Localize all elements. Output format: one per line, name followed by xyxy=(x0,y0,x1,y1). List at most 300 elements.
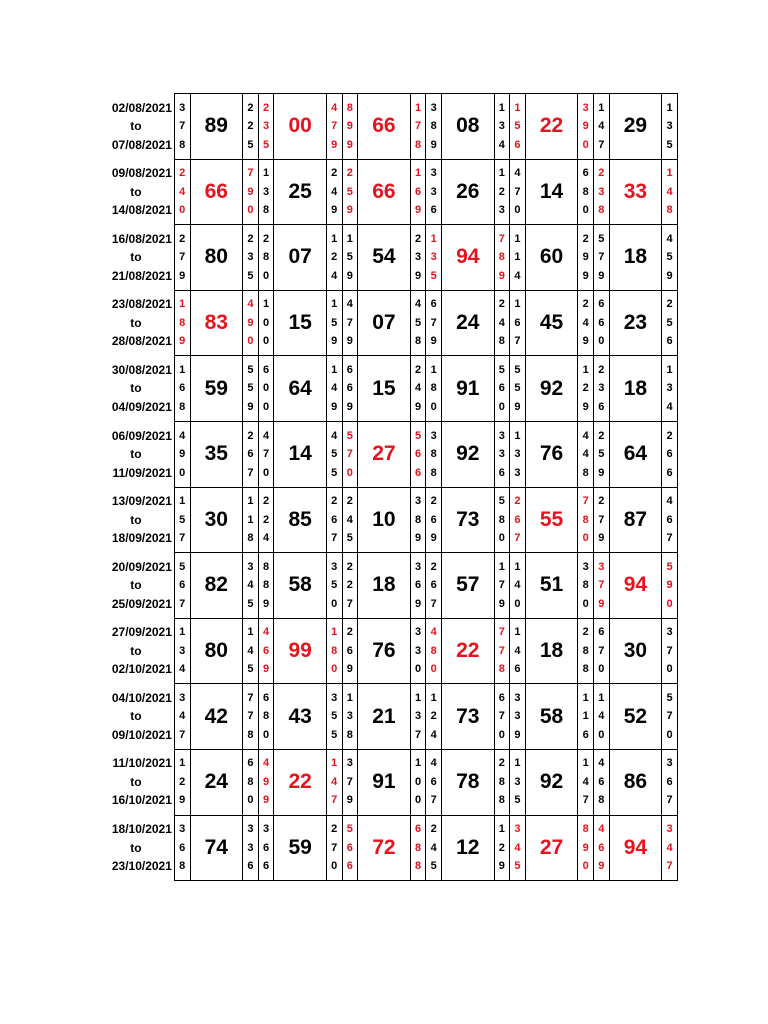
panel-digit: 7 xyxy=(598,138,605,151)
date-to-label: to xyxy=(130,315,142,330)
jodi-number: 29 xyxy=(609,94,662,160)
panel-digit: 6 xyxy=(666,335,673,348)
jodi-number: 43 xyxy=(274,684,327,750)
panel-digit: 4 xyxy=(331,269,338,282)
panel-digit: 6 xyxy=(598,298,605,311)
panel-digit: 7 xyxy=(331,532,338,545)
panel-digit: 2 xyxy=(179,232,186,245)
jodi-number: 22 xyxy=(525,94,578,160)
date-to: 25/09/2021 xyxy=(111,596,172,611)
panel-digit: 9 xyxy=(346,335,353,348)
panel-digit: 7 xyxy=(514,532,521,545)
panel-digit: 2 xyxy=(247,120,254,133)
panel-digit: 1 xyxy=(414,101,422,114)
panel-digit: 5 xyxy=(331,710,338,723)
panel-digit: 6 xyxy=(247,860,254,873)
close-panel xyxy=(494,487,510,553)
panel-digit: 6 xyxy=(179,382,186,395)
jodi-number: 76 xyxy=(525,421,578,487)
panel-digit: 6 xyxy=(346,860,353,873)
panel-digit: 0 xyxy=(247,335,254,348)
date-from: 02/08/2021 xyxy=(111,100,172,115)
panel-digit: 3 xyxy=(666,382,673,395)
panel-digit: 1 xyxy=(666,363,673,376)
panel-digit: 3 xyxy=(498,448,505,461)
panel-digit: 7 xyxy=(598,251,605,264)
open-panel xyxy=(258,356,274,422)
jodi-number: 91 xyxy=(358,749,411,815)
panel-digit: 6 xyxy=(666,513,673,526)
panel-digit: 1 xyxy=(331,757,338,770)
open-panel xyxy=(426,159,442,225)
jodi-number: 51 xyxy=(525,553,578,619)
panel-digit: 7 xyxy=(430,597,437,610)
open-panel xyxy=(510,487,526,553)
week-date-range xyxy=(90,290,174,356)
close-panel xyxy=(578,421,594,487)
panel-digit: 7 xyxy=(247,466,254,479)
close-panel xyxy=(662,159,678,225)
panel-digit: 3 xyxy=(247,841,254,854)
close-panel xyxy=(243,421,259,487)
jodi-number: 45 xyxy=(525,290,578,356)
close-panel xyxy=(243,749,259,815)
panel-digit: 2 xyxy=(666,429,673,442)
panel-digit: 1 xyxy=(514,298,521,311)
week-row xyxy=(90,356,678,422)
panel-digit: 1 xyxy=(498,101,505,114)
date-to-label: to xyxy=(130,512,142,527)
open-panel xyxy=(174,815,190,881)
open-panel xyxy=(258,94,274,160)
close-panel xyxy=(410,356,426,422)
date-to: 11/09/2021 xyxy=(112,465,172,480)
panel-digit: 6 xyxy=(514,316,521,329)
panel-digit: 4 xyxy=(247,579,254,592)
close-panel xyxy=(494,94,510,160)
panel-digit: 5 xyxy=(247,382,254,395)
date-to: 09/10/2021 xyxy=(111,727,172,742)
panel-digit: 4 xyxy=(346,298,353,311)
panel-digit: 6 xyxy=(514,138,521,151)
panel-digit: 0 xyxy=(514,597,521,610)
panel-digit: 1 xyxy=(514,232,521,245)
panel-digit: 1 xyxy=(514,560,521,573)
close-panel xyxy=(410,421,426,487)
close-panel xyxy=(326,684,342,750)
panel-digit: 8 xyxy=(414,138,422,151)
panel-digit: 4 xyxy=(514,644,521,657)
open-panel xyxy=(426,618,442,684)
panel-digit: 2 xyxy=(498,841,505,854)
open-panel xyxy=(510,421,526,487)
panel-digit: 1 xyxy=(247,513,254,526)
panel-digit: 4 xyxy=(666,185,673,198)
panel-digit: 2 xyxy=(179,775,186,788)
open-panel xyxy=(174,487,190,553)
panel-digit: 0 xyxy=(247,204,254,217)
panel-digit: 3 xyxy=(414,560,422,573)
panel-digit: 8 xyxy=(346,101,353,114)
panel-digit: 4 xyxy=(262,757,270,770)
panel-digit: 5 xyxy=(179,513,186,526)
open-panel xyxy=(510,356,526,422)
panel-digit: 0 xyxy=(666,597,673,610)
week-row xyxy=(90,225,678,291)
panel-digit: 4 xyxy=(582,448,589,461)
panel-digit: 7 xyxy=(582,495,589,508)
panel-digit: 0 xyxy=(414,794,422,807)
week-date-range xyxy=(90,684,174,750)
panel-digit: 1 xyxy=(582,710,589,723)
open-panel xyxy=(426,553,442,619)
panel-digit: 3 xyxy=(514,775,521,788)
close-panel xyxy=(494,553,510,619)
panel-digit: 6 xyxy=(179,841,186,854)
date-to: 28/08/2021 xyxy=(111,334,172,349)
panel-digit: 0 xyxy=(498,400,505,413)
close-panel xyxy=(410,553,426,619)
panel-digit: 9 xyxy=(666,579,673,592)
panel-digit: 6 xyxy=(262,860,270,873)
panel-digit: 5 xyxy=(514,120,521,133)
panel-digit: 6 xyxy=(262,691,270,704)
open-panel xyxy=(174,553,190,619)
panel-digit: 8 xyxy=(582,466,589,479)
panel-digit: 2 xyxy=(331,495,338,508)
open-panel xyxy=(342,684,358,750)
panel-digit: 5 xyxy=(598,232,605,245)
jodi-number: 24 xyxy=(190,749,243,815)
jodi-number: 66 xyxy=(358,159,411,225)
panel-digit: 4 xyxy=(514,167,521,180)
panel-digit: 9 xyxy=(262,663,270,676)
panel-digit: 2 xyxy=(262,495,270,508)
panel-digit: 7 xyxy=(514,335,521,348)
panel-digit: 3 xyxy=(414,710,422,723)
panel-digit: 0 xyxy=(331,663,338,676)
panel-digit: 6 xyxy=(414,823,422,836)
open-panel xyxy=(426,749,442,815)
panel-digit: 8 xyxy=(179,400,186,413)
panel-digit: 1 xyxy=(331,363,338,376)
panel-digit: 8 xyxy=(498,513,505,526)
date-from: 16/08/2021 xyxy=(111,231,172,246)
week-date-range xyxy=(90,94,174,160)
panel-digit: 8 xyxy=(414,513,422,526)
panel-digit: 3 xyxy=(514,448,521,461)
panel-digit: 3 xyxy=(514,466,521,479)
panel-digit: 9 xyxy=(414,597,422,610)
panel-digit: 7 xyxy=(598,644,605,657)
panel-digit: 5 xyxy=(666,560,673,573)
open-panel xyxy=(593,225,609,291)
panel-digit: 6 xyxy=(346,644,353,657)
close-panel xyxy=(243,225,259,291)
panel-digit: 1 xyxy=(414,691,422,704)
panel-digit: 0 xyxy=(430,400,437,413)
panel-digit: 0 xyxy=(666,663,673,676)
jodi-number: 54 xyxy=(358,225,411,291)
jodi-number: 10 xyxy=(358,487,411,553)
panel-digit: 3 xyxy=(666,120,673,133)
panel-digit: 7 xyxy=(247,710,254,723)
panel-digit: 3 xyxy=(247,251,254,264)
jodi-number: 66 xyxy=(358,94,411,160)
panel-digit: 1 xyxy=(262,298,270,311)
jodi-number: 73 xyxy=(441,487,494,553)
panel-digit: 2 xyxy=(247,101,254,114)
panel-digit: 0 xyxy=(331,597,338,610)
panel-digit: 1 xyxy=(582,363,589,376)
panel-digit: 8 xyxy=(179,316,186,329)
panel-digit: 8 xyxy=(498,663,505,676)
jodi-number: 94 xyxy=(609,553,662,619)
panel-digit: 7 xyxy=(498,626,505,639)
panel-digit: 3 xyxy=(430,251,437,264)
jodi-number: 76 xyxy=(358,618,411,684)
close-panel xyxy=(243,618,259,684)
open-panel xyxy=(593,618,609,684)
panel-digit: 1 xyxy=(179,363,186,376)
open-panel xyxy=(174,684,190,750)
week-date-range xyxy=(90,159,174,225)
date-from: 27/09/2021 xyxy=(111,625,172,640)
date-to-label: to xyxy=(130,381,142,396)
open-panel xyxy=(174,159,190,225)
panel-digit: 8 xyxy=(247,775,254,788)
open-panel xyxy=(342,618,358,684)
panel-digit: 7 xyxy=(414,120,422,133)
close-panel xyxy=(578,815,594,881)
close-panel xyxy=(326,421,342,487)
panel-digit: 8 xyxy=(179,860,186,873)
panel-digit: 1 xyxy=(598,101,605,114)
panel-digit: 4 xyxy=(179,429,186,442)
jodi-number: 30 xyxy=(609,618,662,684)
panel-digit: 2 xyxy=(598,495,605,508)
panel-digit: 2 xyxy=(331,167,338,180)
open-panel xyxy=(426,487,442,553)
panel-digit: 6 xyxy=(414,448,422,461)
panel-digit: 4 xyxy=(666,841,673,854)
panel-digit: 4 xyxy=(331,185,338,198)
panel-digit: 3 xyxy=(498,204,505,217)
panel-digit: 1 xyxy=(331,232,338,245)
jodi-number: 66 xyxy=(190,159,243,225)
jodi-number: 80 xyxy=(190,225,243,291)
panel-digit: 9 xyxy=(414,400,422,413)
panel-digit: 4 xyxy=(346,513,353,526)
date-from: 06/09/2021 xyxy=(111,428,172,443)
close-panel xyxy=(243,290,259,356)
panel-digit: 2 xyxy=(247,232,254,245)
panel-digit: 1 xyxy=(331,298,338,311)
jodi-number: 87 xyxy=(609,487,662,553)
close-panel xyxy=(326,356,342,422)
panel-digit: 7 xyxy=(666,710,673,723)
panel-digit: 8 xyxy=(430,448,437,461)
panel-digit: 8 xyxy=(262,579,270,592)
close-panel xyxy=(326,815,342,881)
jodi-number: 59 xyxy=(274,815,327,881)
panel-digit: 7 xyxy=(179,532,186,545)
panel-digit: 8 xyxy=(430,466,437,479)
jodi-number: 07 xyxy=(358,290,411,356)
panel-digit: 3 xyxy=(666,823,673,836)
panel-digit: 6 xyxy=(598,316,605,329)
panel-digit: 9 xyxy=(414,269,422,282)
panel-digit: 4 xyxy=(414,298,422,311)
panel-digit: 7 xyxy=(430,794,437,807)
panel-digit: 0 xyxy=(179,204,186,217)
panel-digit: 7 xyxy=(498,710,505,723)
jodi-number: 14 xyxy=(274,421,327,487)
panel-digit: 2 xyxy=(179,167,186,180)
panel-digit: 9 xyxy=(346,400,353,413)
panel-digit: 0 xyxy=(346,466,353,479)
panel-digit: 7 xyxy=(247,691,254,704)
open-panel xyxy=(342,290,358,356)
panel-digit: 3 xyxy=(514,823,521,836)
panel-digit: 9 xyxy=(666,269,673,282)
panel-digit: 6 xyxy=(247,448,254,461)
panel-digit: 4 xyxy=(666,400,673,413)
close-panel xyxy=(494,618,510,684)
panel-digit: 6 xyxy=(598,841,605,854)
panel-digit: 6 xyxy=(179,579,186,592)
panel-digit: 9 xyxy=(247,185,254,198)
panel-digit: 1 xyxy=(666,167,673,180)
open-panel xyxy=(258,618,274,684)
panel-digit: 5 xyxy=(666,691,673,704)
panel-digit: 8 xyxy=(262,251,270,264)
open-panel xyxy=(426,356,442,422)
panel-digit: 1 xyxy=(514,101,521,114)
panel-digit: 8 xyxy=(430,120,437,133)
panel-digit: 3 xyxy=(346,757,353,770)
panel-digit: 0 xyxy=(498,532,505,545)
open-panel xyxy=(510,553,526,619)
panel-digit: 5 xyxy=(247,363,254,376)
panel-digit: 2 xyxy=(262,101,270,114)
open-panel xyxy=(174,356,190,422)
panel-digit: 2 xyxy=(346,167,353,180)
panel-digit: 4 xyxy=(582,775,589,788)
panel-digit: 4 xyxy=(262,626,270,639)
panel-digit: 5 xyxy=(247,663,254,676)
close-panel xyxy=(494,356,510,422)
panel-digit: 7 xyxy=(346,597,353,610)
open-panel xyxy=(593,356,609,422)
week-date-range xyxy=(90,487,174,553)
close-panel xyxy=(243,815,259,881)
close-panel xyxy=(243,159,259,225)
close-panel xyxy=(662,487,678,553)
open-panel xyxy=(510,684,526,750)
panel-digit: 5 xyxy=(498,495,505,508)
panel-digit: 6 xyxy=(498,382,505,395)
panel-digit: 5 xyxy=(247,138,254,151)
panel-digit: 2 xyxy=(430,710,437,723)
panel-digit: 8 xyxy=(498,775,505,788)
panel-digit: 7 xyxy=(498,579,505,592)
panel-digit: 2 xyxy=(598,167,605,180)
panel-digit: 8 xyxy=(179,138,186,151)
panel-digit: 0 xyxy=(414,775,422,788)
panel-digit: 9 xyxy=(598,269,605,282)
panel-digit: 9 xyxy=(414,532,422,545)
panel-digit: 6 xyxy=(514,513,521,526)
date-to-label: to xyxy=(130,709,142,724)
panel-digit: 9 xyxy=(346,663,353,676)
panel-digit: 9 xyxy=(598,597,605,610)
panel-digit: 0 xyxy=(262,728,270,741)
panel-digit: 2 xyxy=(598,429,605,442)
close-panel xyxy=(243,553,259,619)
panel-digit: 1 xyxy=(247,626,254,639)
panel-digit: 0 xyxy=(262,400,270,413)
open-panel xyxy=(593,159,609,225)
panel-digit: 9 xyxy=(247,316,254,329)
close-panel xyxy=(578,225,594,291)
panel-digit: 2 xyxy=(414,232,422,245)
panel-digit: 4 xyxy=(514,841,521,854)
panel-digit: 8 xyxy=(498,335,505,348)
panel-digit: 7 xyxy=(346,448,353,461)
jodi-number: 89 xyxy=(190,94,243,160)
open-panel xyxy=(342,225,358,291)
panel-digit: 1 xyxy=(179,298,186,311)
panel-digit: 4 xyxy=(514,269,521,282)
panel-digit: 2 xyxy=(331,251,338,264)
close-panel xyxy=(326,749,342,815)
panel-digit: 3 xyxy=(598,382,605,395)
panel-digit: 5 xyxy=(346,251,353,264)
date-from: 04/10/2021 xyxy=(111,690,172,705)
jodi-number: 73 xyxy=(441,684,494,750)
open-panel xyxy=(258,815,274,881)
panel-digit: 9 xyxy=(498,597,505,610)
date-to-label: to xyxy=(130,119,142,134)
panel-digit: 3 xyxy=(514,691,521,704)
panel-digit: 4 xyxy=(582,429,589,442)
panel-digit: 0 xyxy=(666,728,673,741)
open-panel xyxy=(593,815,609,881)
panel-digit: 1 xyxy=(498,823,505,836)
close-panel xyxy=(662,225,678,291)
panel-digit: 9 xyxy=(247,400,254,413)
open-panel xyxy=(174,618,190,684)
jodi-number: 59 xyxy=(190,356,243,422)
jodi-number: 35 xyxy=(190,421,243,487)
date-from: 30/08/2021 xyxy=(111,362,172,377)
close-panel xyxy=(326,487,342,553)
panel-digit: 1 xyxy=(346,232,353,245)
close-panel xyxy=(578,553,594,619)
jodi-number: 42 xyxy=(190,684,243,750)
panel-digit: 8 xyxy=(598,794,605,807)
jodi-number: 74 xyxy=(190,815,243,881)
panel-digit: 5 xyxy=(666,138,673,151)
panel-digit: 2 xyxy=(262,513,270,526)
panel-digit: 3 xyxy=(247,560,254,573)
week-row xyxy=(90,290,678,356)
close-panel xyxy=(494,749,510,815)
panel-digit: 1 xyxy=(414,757,422,770)
panel-digit: 7 xyxy=(179,251,186,264)
panel-digit: 6 xyxy=(414,579,422,592)
